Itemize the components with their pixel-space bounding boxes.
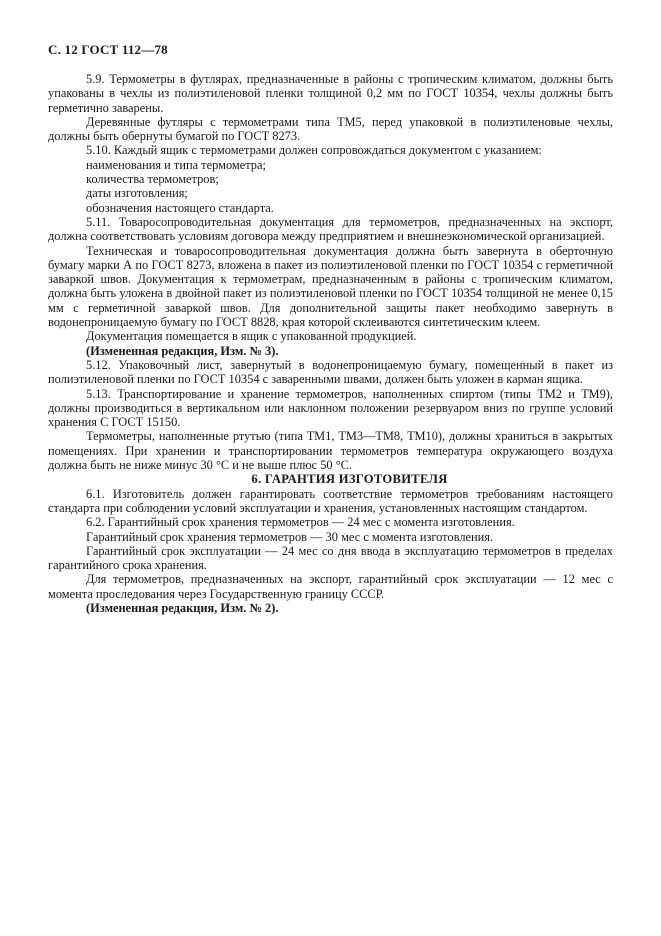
paragraph: 5.11. Товаросопроводительная документация для термометров, предназначенных на экспорт, должна соответствовать условиям договора между предприятием и внешнеэкономической организацией. — [48, 214, 613, 244]
list-item: даты изготовления; — [86, 186, 188, 201]
paragraph: 5.12. Упаковочный лист, завернутый в водонепроницаемую бумагу, помещенный в пакет из полиэтиленовой пленки по ГОСТ 10354 с заваренными швами, должен быть уложен в карман ящика. — [48, 357, 613, 387]
paragraph: 5.10. Каждый ящик с термометрами должен сопровождаться документом с указанием: — [86, 143, 542, 158]
section-heading: 6. ГАРАНТИЯ ИЗГОТОВИТЕЛЯ — [251, 472, 448, 487]
amendment-note: (Измененная редакция, Изм. № 3). — [86, 343, 279, 358]
paragraph: Техническая и товаросопроводительная документация должна быть завернута в оберточную бумагу марки А по ГОСТ 8273, вложена в пакет из полиэтиленовой пленки по ГОСТ 10354 с герметичной заваркой швов. Документация к термометрам, предназначенным в районы с тропическим климатом, должна быть уложена в двойной пакет из полиэтиленовой пленки по ГОСТ 10354 толщиной не менее 0,15 мм с герметичной заваркой швов. Для дополнительной защиты пакет необходимо завернуть в водонепроницаемую бумагу по ГОСТ 8828, края которой склеиваются синтетическим клеем. — [48, 243, 613, 330]
list-item: обозначения настоящего стандарта. — [86, 200, 274, 215]
paragraph: 5.9. Термометры в футлярах, предназначенные в районы с тропическим климатом, должны быть упакованы в чехлы из полиэтиленовой пленки толщиной 0,2 мм по ГОСТ 10354, чехлы должны быть герметично заварены. — [48, 72, 613, 115]
paragraph: 6.2. Гарантийный срок хранения термометров — 24 мес с момента изготовления. — [86, 515, 515, 530]
paragraph: Гарантийный срок эксплуатации — 24 мес со дня ввода в эксплуатацию термометров в пределах гарантийного срока хранения. — [48, 543, 613, 573]
paragraph: Для термометров, предназначенных на экспорт, гарантийный срок эксплуатации — 12 мес с момента проследования через Государственную границу СССР. — [48, 572, 613, 601]
paragraph: Термометры, наполненные ртутью (типа ТМ1, ТМ3—ТМ8, ТМ10), должны храниться в закрытых помещениях. При хранении и транспортировании термометров температура окружающего воздуха должна быть не ниже минус 30 °С и не выше плюс 50 °С. — [48, 429, 613, 473]
paragraph: Документация помещается в ящик с упакованной продукцией. — [86, 329, 417, 344]
list-item: количества термометров; — [86, 172, 219, 187]
paragraph: Гарантийный срок хранения термометров — 30 мес с момента изготовления. — [86, 529, 494, 544]
amendment-note: (Измененная редакция, Изм. № 2). — [86, 600, 279, 615]
paragraph: 6.1. Изготовитель должен гарантировать соответствие термометров требованиям настоящего стандарта при соблюдении условий эксплуатации и хранения, установленных настоящим стандартом. — [48, 486, 613, 515]
paragraph: 5.13. Транспортирование и хранение термометров, наполненных спиртом (типы ТМ2 и ТМ9), должны производиться в вертикальном или наклонном положении резервуаром вниз по группе условий хранения С ГОСТ 15150. — [48, 386, 613, 430]
document-body — [48, 72, 613, 615]
list-item: наименования и типа термометра; — [86, 157, 266, 172]
page-header: С. 12 ГОСТ 112—78 — [48, 42, 168, 57]
paragraph: Деревянные футляры с термометрами типа ТМ5, перед упаковкой в полиэтиленовые чехлы, должны быть обернуты бумагой по ГОСТ 8273. — [48, 114, 613, 144]
